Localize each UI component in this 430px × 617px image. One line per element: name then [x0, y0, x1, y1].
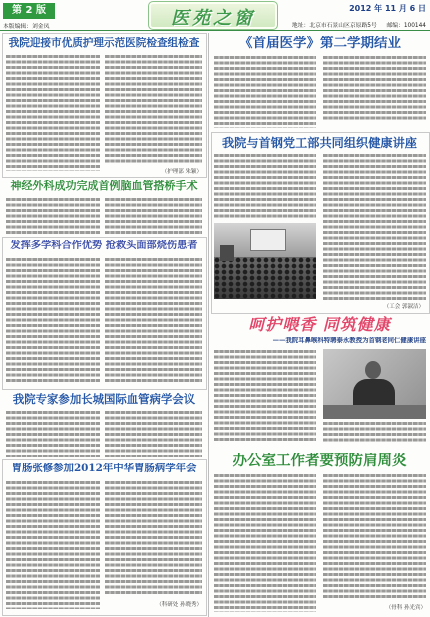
headline-nursing-inspection: 我院迎接市优质护理示范医院检查组检查 — [8, 37, 200, 49]
headline-vascular-conference: 我院专家参加长城国际血管病学会议 — [12, 393, 196, 406]
article-body-text — [6, 258, 100, 384]
desk — [323, 405, 426, 419]
article-body-text — [6, 481, 100, 609]
article-body-text — [323, 474, 426, 598]
lecturer-photo — [323, 349, 426, 419]
subtitle-ent-care: ——我院耳鼻喉科特聘泰永教授为首钢老同仁健康讲座 — [272, 337, 426, 344]
audience-rows — [214, 257, 316, 299]
headline-shoulder-prevention: 办公室工作者要预防肩周炎 — [232, 453, 407, 469]
article-body-text — [323, 154, 426, 300]
article-body-text — [6, 55, 100, 171]
article-body-text — [105, 258, 202, 384]
headline-burns-rescue: 发挥多学科合作优势 抢救头面部烧伤患者 — [10, 240, 198, 251]
article-body-text — [6, 411, 100, 457]
page-label: 第 2 版 — [3, 3, 55, 19]
byline: （护理部 朱颖） — [161, 169, 202, 175]
article-body-text — [105, 55, 202, 165]
headline-gastro-conference: 胃肠张修参加2012年中华胃肠病学年会 — [11, 463, 197, 474]
lecturer-head — [365, 361, 381, 379]
projection-screen — [250, 229, 286, 251]
banner-title: 医苑之窗 — [171, 8, 255, 29]
article-body-text — [214, 474, 316, 612]
article-body-text — [105, 411, 202, 457]
article-body-text — [323, 422, 426, 444]
postcode: 邮编：100144 — [386, 23, 426, 29]
headline-ent-care: 呵护喂香 同筑健康 — [248, 316, 391, 334]
column-divider — [208, 33, 209, 617]
article-body-text — [105, 198, 202, 234]
address-line — [250, 20, 426, 29]
issue-date: 2012 年 11 月 6 日 — [349, 4, 426, 13]
headline-neurosurgery: 神经外科成功完成首例脑血管搭桥手术 — [10, 180, 198, 192]
headline-health-lecture: 我院与首钢党工部共同组织健康讲座 — [222, 136, 417, 150]
headline-course-completion: 《首届医学》第二学期结业 — [239, 36, 401, 51]
lecture-hall-photo — [214, 223, 316, 299]
article-body-text — [105, 481, 202, 596]
address: 地址：北京市石景山区京原路5号 — [291, 23, 377, 29]
podium — [220, 245, 234, 261]
article-body-text — [323, 56, 426, 122]
article-body-text — [214, 350, 316, 442]
byline: （骨科 孙光宾） — [385, 605, 426, 611]
byline: （工会 郭淑洁） — [383, 304, 424, 310]
editor-credit: 本版编辑：刘金凤 — [3, 24, 50, 30]
header-rule — [0, 30, 430, 31]
article-body-text — [214, 154, 316, 220]
article-body-text — [6, 198, 100, 234]
byline: （科研处 孙晓秀） — [156, 602, 202, 608]
article-body-text — [214, 56, 316, 128]
